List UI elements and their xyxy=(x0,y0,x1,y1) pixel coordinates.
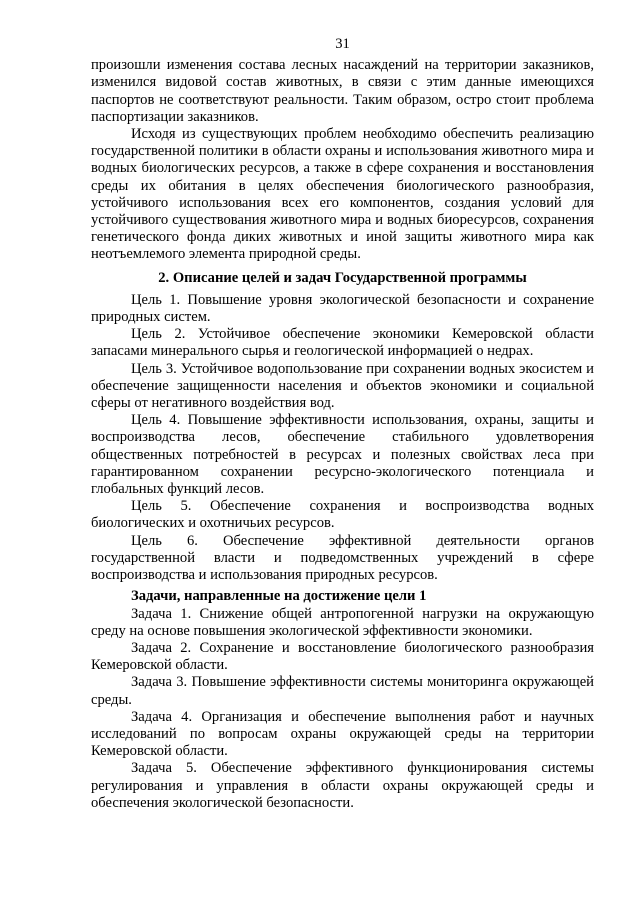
goal-3: Цель 3. Устойчивое водопользование при сохранении водных экосистем и обеспечение защищенности населения и объектов экономики и социальной сферы от негативного воздействия вод. xyxy=(91,360,594,412)
section-heading: 2. Описание целей и задач Государственной программы xyxy=(158,269,527,286)
tasks-heading: Задачи, направленные на достижение цели 1 xyxy=(131,588,427,605)
intro-paragraph-1: произошли изменения состава лесных насаждений на территории заказников, изменился видовой состав животных, в связи с этим данные имеющихся паспортов не соответствуют реальности. Таким образом, остро стоит проблема паспортизации заказников. xyxy=(91,57,594,125)
page-number: 31 xyxy=(335,36,350,52)
task-4: Задача 4. Организация и обеспечение выполнения работ и научных исследований по вопросам охраны окружающей среды на территории Кемеровской области. xyxy=(91,708,594,760)
goal-6: Цель 6. Обеспечение эффективной деятельности органов государственной власти и подведомственных учреждений в сфере воспроизводства и использования природных ресурсов. xyxy=(91,532,594,584)
goal-5: Цель 5. Обеспечение сохранения и воспроизводства водных биологических и охотничьих ресурсов. xyxy=(91,498,594,532)
task-3: Задача 3. Повышение эффективности системы мониторинга окружающей среды. xyxy=(91,674,594,708)
goal-1: Цель 1. Повышение уровня экологической безопасности и сохранение природных систем. xyxy=(91,291,594,326)
task-2: Задача 2. Сохранение и восстановление биологического разнообразия Кемеровской области. xyxy=(91,639,594,674)
task-1: Задача 1. Снижение общей антропогенной нагрузки на окружающую среду на основе повышения экологической эффективности экономики. xyxy=(91,605,594,639)
goal-4: Цель 4. Повышение эффективности использования, охраны, защиты и воспроизводства лесов, обеспечение стабильного удовлетворения общественных потребностей в ресурсах и полезных свойствах леса при гарантированном сохранении ресурсно-экологического потенциала и глобальных функций лесов. xyxy=(91,412,594,498)
task-5: Задача 5. Обеспечение эффективного функционирования системы регулирования и управления в области охраны окружающей среды и обеспечения экологической безопасности. xyxy=(91,760,594,811)
goal-2: Цель 2. Устойчивое обеспечение экономики Кемеровской области запасами минерального сырья и геологической информацией о недрах. xyxy=(91,326,594,360)
intro-paragraph-2: Исходя из существующих проблем необходимо обеспечить реализацию государственной политики в области охраны и использования животного мира и водных биологических ресурсов, а также в сфере сохранения и восстановления среды их обитания в целях обеспечения биологического разнообразия, устойчивого использования всех его компонентов, создания условий для устойчивого существования животного мира и водных биоресурсов, сохранения генетического фонда диких животных и иной защиты животного мира как неотъемлемого элемента природной среды. xyxy=(91,126,594,263)
